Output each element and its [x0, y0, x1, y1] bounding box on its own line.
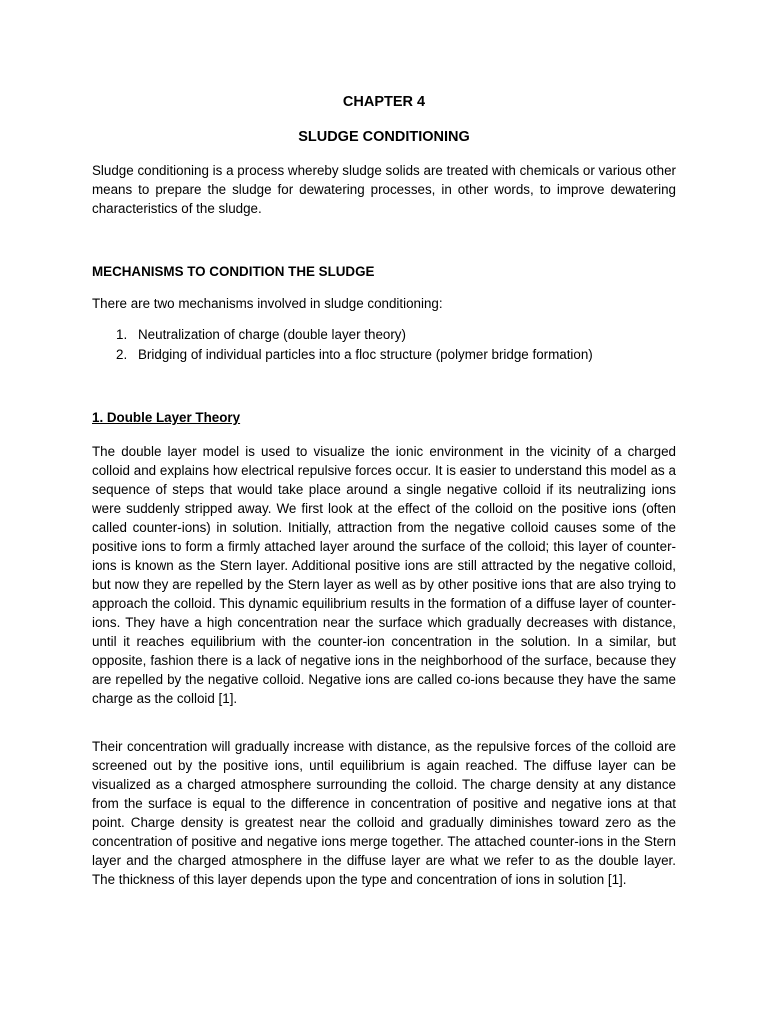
- list-item-number: 1.: [116, 327, 128, 342]
- mechanisms-intro: There are two mechanisms involved in sludge conditioning:: [92, 296, 443, 311]
- mechanisms-heading: MECHANISMS TO CONDITION THE SLUDGE: [92, 264, 375, 279]
- list-item: [92, 345, 676, 365]
- double-layer-paragraph-1: The double layer model is used to visualize the ionic environment in the vicinity of a charged colloid and explains how electrical repulsive forces occur. It is easier to understand this model as a sequence of steps that would take place around a single negative colloid if its neutralizing ions were suddenly stripped away. We first look at the effect of the colloid on the positive ions (often called counter-ions) in solution. Initially, attraction from the negative colloid causes some of the positive ions to form a firmly attached layer around the surface of the colloid; this layer of counter-ions is known as the Stern layer. Additional positive ions are still attracted by the negative colloid, but now they are repelled by the Stern layer as well as by other positive ions that are also trying to approach the colloid. This dynamic equilibrium results in the formation of a diffuse layer of counter-ions. They have a high concentration near the surface which gradually decreases with distance, until it reaches equilibrium with the counter-ion concentration in the solution. In a similar, but opposite, fashion there is a lack of negative ions in the neighborhood of the surface, because they are repelled by the negative colloid. Negative ions are called co-ions because they have the same charge as the colloid [1].: [92, 444, 676, 706]
- chapter-title: SLUDGE CONDITIONING: [298, 129, 470, 145]
- list-item-text: Neutralization of charge (double layer theory): [138, 327, 406, 342]
- list-item-text: Bridging of individual particles into a floc structure (polymer bridge formation): [138, 347, 593, 362]
- intro-paragraph: Sludge conditioning is a process whereby sludge solids are treated with chemicals or various other means to prepare the sludge for dewatering processes, in other words, to improve dewatering characteristics of the sludge.: [92, 163, 676, 216]
- double-layer-heading: 1. Double Layer Theory: [92, 410, 241, 425]
- list-item: [92, 325, 676, 345]
- list-item-number: 2.: [116, 347, 128, 362]
- mechanisms-list: [92, 325, 676, 365]
- chapter-label: CHAPTER 4: [342, 94, 426, 110]
- double-layer-paragraph-2: Their concentration will gradually increase with distance, as the repulsive forces of the colloid are screened out by the positive ions, until equilibrium is again reached. The diffuse layer can be visualized as a charged atmosphere surrounding the colloid. The charge density at any distance from the surface is equal to the difference in concentration of positive and negative ions at that point. Charge density is greatest near the colloid and gradually diminishes toward zero as the concentration of positive and negative ions merge together. The attached counter-ions in the Stern layer and the charged atmosphere in the diffuse layer are what we refer to as the double layer. The thickness of this layer depends upon the type and concentration of ions in solution [1].: [92, 739, 676, 887]
